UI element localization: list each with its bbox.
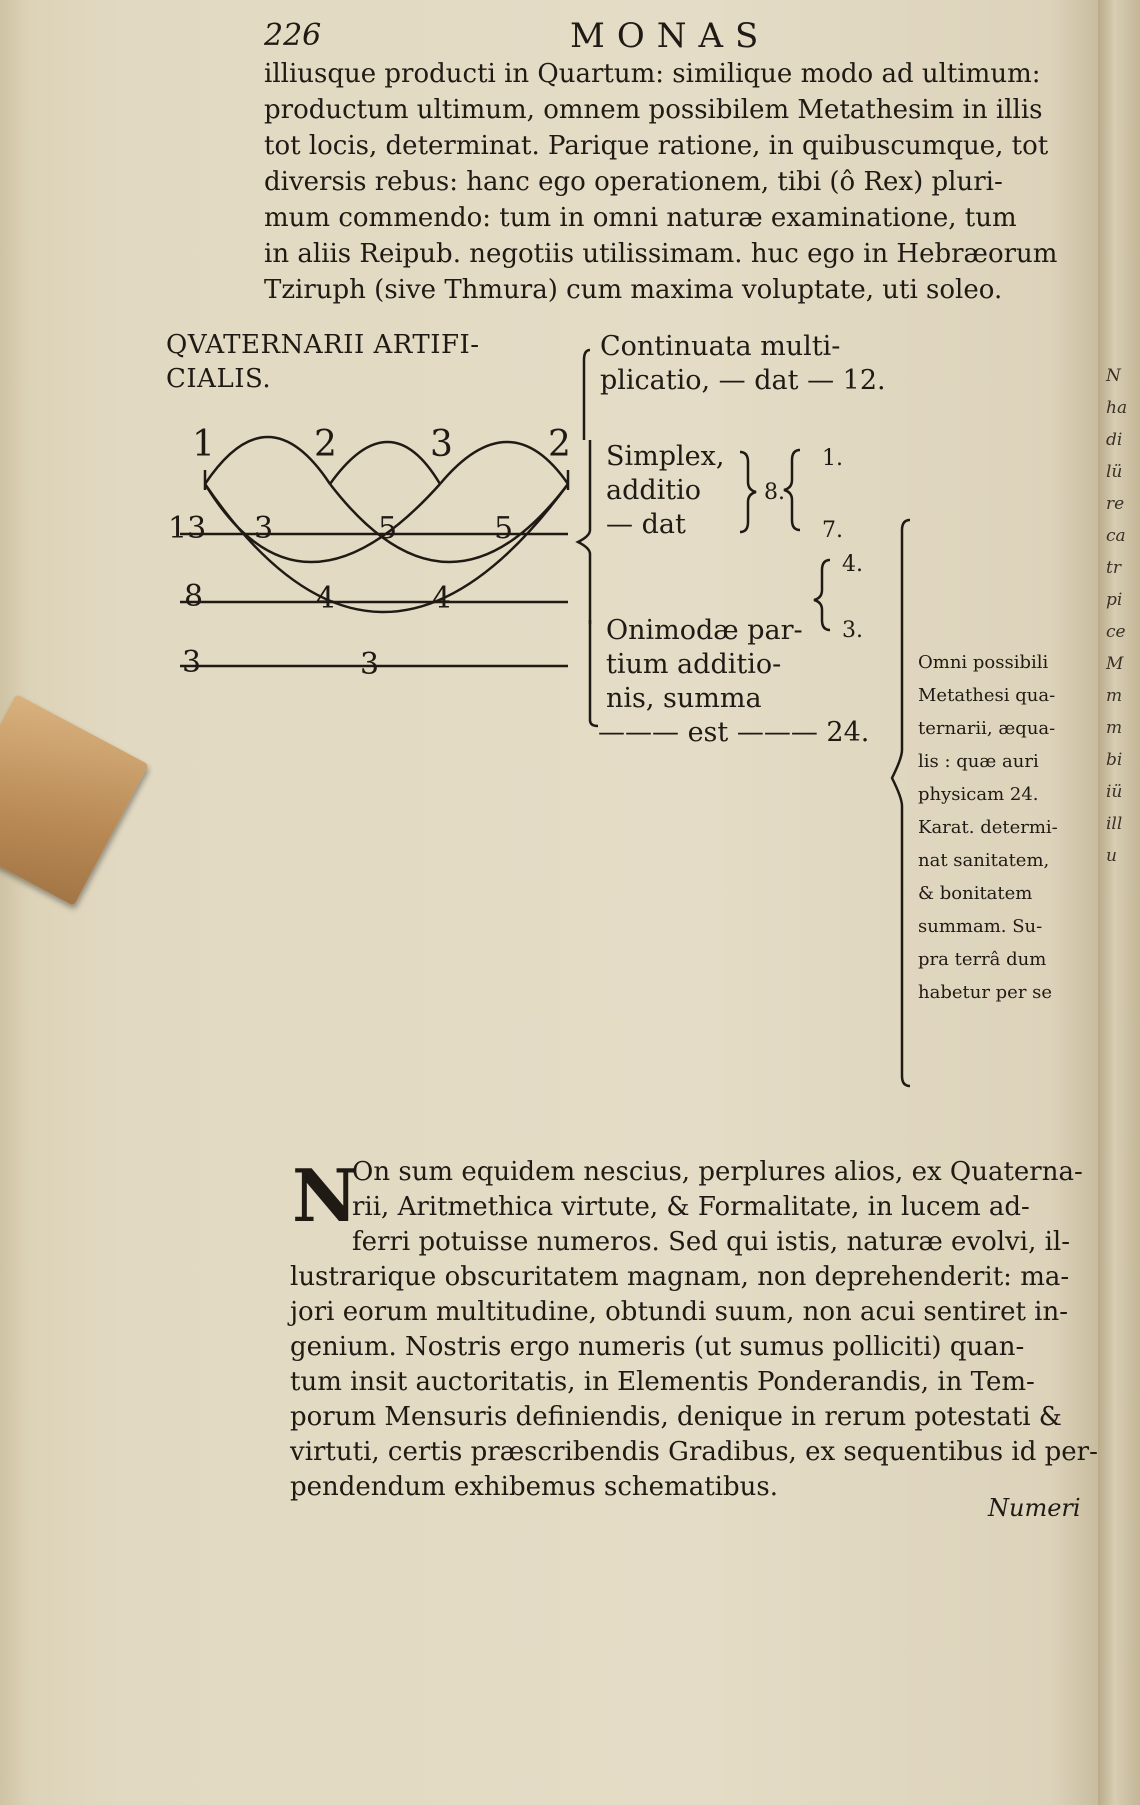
left-number: 13 [168, 511, 207, 546]
continuata-line: Continuata multi- [600, 331, 841, 362]
edge-letter: di [1106, 430, 1123, 450]
bracket-main [578, 440, 590, 624]
omnimodae-part: 4. [842, 552, 863, 577]
side-note-line: Karat. determi- [918, 817, 1058, 838]
page-number: 226 [264, 18, 322, 53]
omnimodae-line: Onimodæ par- [606, 615, 803, 646]
arc-number: 3 [360, 647, 380, 682]
text-line: diversis rebus: hanc ego operationem, tibi (ô Rex) pluri- [264, 167, 1003, 197]
omnimodae-label [606, 614, 803, 716]
brace-simplex-parts [784, 450, 800, 530]
brace-simplex [740, 452, 756, 532]
left-number: 3 [182, 645, 202, 680]
side-note-line: physicam 24. [918, 784, 1039, 805]
edge-letter: re [1106, 494, 1125, 514]
simplex-label [606, 440, 724, 542]
arc-number: 5 [378, 511, 398, 546]
side-note [918, 646, 1086, 1009]
edge-letter: lü [1106, 462, 1123, 482]
simplex-line: additio [606, 475, 702, 506]
top-number: 1 [192, 424, 215, 465]
text-line: lustrarique obscuritatem magnam, non deprehenderit: ma- [290, 1262, 1070, 1292]
arc-number: 4 [432, 581, 452, 616]
arc-number: 5 [494, 511, 514, 546]
text-line: porum Mensuris definiendis, denique in rerum potestati & [290, 1402, 1062, 1432]
side-note-line: nat sanitatem, [918, 850, 1050, 871]
bracket-side-note [892, 520, 910, 1086]
diagram-arc [205, 437, 330, 484]
bottom-paragraph [290, 1155, 1098, 1505]
edge-letter: M [1106, 654, 1124, 674]
text-line: tot locis, determinat. Parique ratione, in quibuscumque, tot [264, 131, 1049, 161]
simplex-line: — dat [606, 509, 686, 540]
arc-number: 3 [254, 511, 274, 546]
catchword: Numeri [988, 1494, 1081, 1522]
drop-cap: N [292, 1153, 358, 1238]
edge-letter: u [1106, 846, 1117, 866]
text-line: in aliis Reipub. negotiis utilissimam. huc ego in Hebræorum [264, 239, 1058, 269]
edge-letter: m [1106, 718, 1123, 738]
edge-letter: ce [1106, 622, 1126, 642]
summa-line: ——— est ——— 24. [598, 717, 870, 748]
diagram-title-line: QVATERNARII ARTIFI- [166, 330, 480, 360]
diagram-arc [330, 442, 440, 484]
edge-letter: N [1106, 366, 1121, 386]
omnimodae-part: 3. [842, 618, 863, 643]
side-note-line: ternarii, æqua- [918, 718, 1056, 739]
side-note-line: lis : quæ auri [918, 751, 1039, 772]
text-line: tum insit auctoritatis, in Elementis Ponderandis, in Tem- [290, 1367, 1035, 1397]
arc-number: 4 [316, 581, 336, 616]
omnimodae-line: nis, summa [606, 683, 762, 714]
text-line: mum commendo: tum in omni naturæ examinatione, tum [264, 203, 1017, 233]
top-number: 3 [430, 424, 453, 465]
top-number: 2 [314, 424, 337, 465]
edge-letter: ca [1106, 526, 1126, 546]
side-note-line: & bonitatem [918, 883, 1033, 904]
side-note-line: Omni possibili [918, 652, 1049, 673]
adjacent-page-edge [1098, 0, 1140, 1805]
continuata-line: plicatio, — dat — 12. [600, 365, 886, 396]
edge-letter: bi [1106, 750, 1123, 770]
diagram-title-line: CIALIS. [166, 364, 272, 394]
top-number: 2 [548, 424, 571, 465]
running-head: MONAS [570, 16, 771, 56]
edge-letter: ill [1106, 814, 1123, 834]
edge-letter: m [1106, 686, 1123, 706]
bracket-continuata [584, 350, 590, 440]
text-line: rii, Aritmethica virtute, & Formalitate, in lucem ad- [352, 1192, 1030, 1222]
text-line: genium. Nostris ergo numeris (ut sumus polliciti) quan- [290, 1332, 1025, 1362]
brace-omnimodae-parts [814, 560, 830, 630]
edge-letter: ha [1106, 398, 1128, 418]
side-note-line: habetur per se [918, 982, 1053, 1003]
omnimodae-line: tium additio- [606, 649, 782, 680]
edge-letter: pi [1106, 590, 1123, 610]
bracket-lower [590, 620, 598, 726]
side-note-line: Metathesi qua- [918, 685, 1056, 706]
edge-letter: tr [1106, 558, 1121, 578]
left-number: 8 [184, 579, 204, 614]
simplex-line: Simplex, [606, 441, 725, 472]
simplex-part: 7. [822, 518, 843, 543]
text-line: ferri potuisse numeros. Sed qui istis, naturæ evolvi, il- [352, 1227, 1071, 1257]
text-line: illiusque producti in Quartum: similique modo ad ultimum: [264, 59, 1041, 89]
simplex-part: 1. [822, 446, 843, 471]
text-line: virtuti, certis præscribendis Gradibus, ex sequentibus id per- [290, 1437, 1098, 1467]
text-line: jori eorum multitudine, obtundi suum, non acui sentiret in- [290, 1297, 1069, 1327]
simplex-total: 8. [764, 480, 785, 505]
edge-letter: iü [1106, 782, 1123, 802]
diagram-arc [205, 484, 568, 612]
edge-letters [1106, 360, 1134, 872]
text-line: productum ultimum, omnem possibilem Metathesim in illis [264, 95, 1043, 125]
text-line: Tziruph (sive Thmura) cum maxima voluptate, uti soleo. [264, 275, 1003, 305]
side-note-line: pra terrâ dum [918, 949, 1047, 970]
diagram-arc [330, 484, 568, 562]
side-note-line: summam. Su- [918, 916, 1043, 937]
text-line: On sum equidem nescius, perplures alios, ex Quaterna- [352, 1157, 1083, 1187]
text-line: pendendum exhibemus schematibus. [290, 1472, 778, 1502]
continuata-label [600, 330, 886, 398]
